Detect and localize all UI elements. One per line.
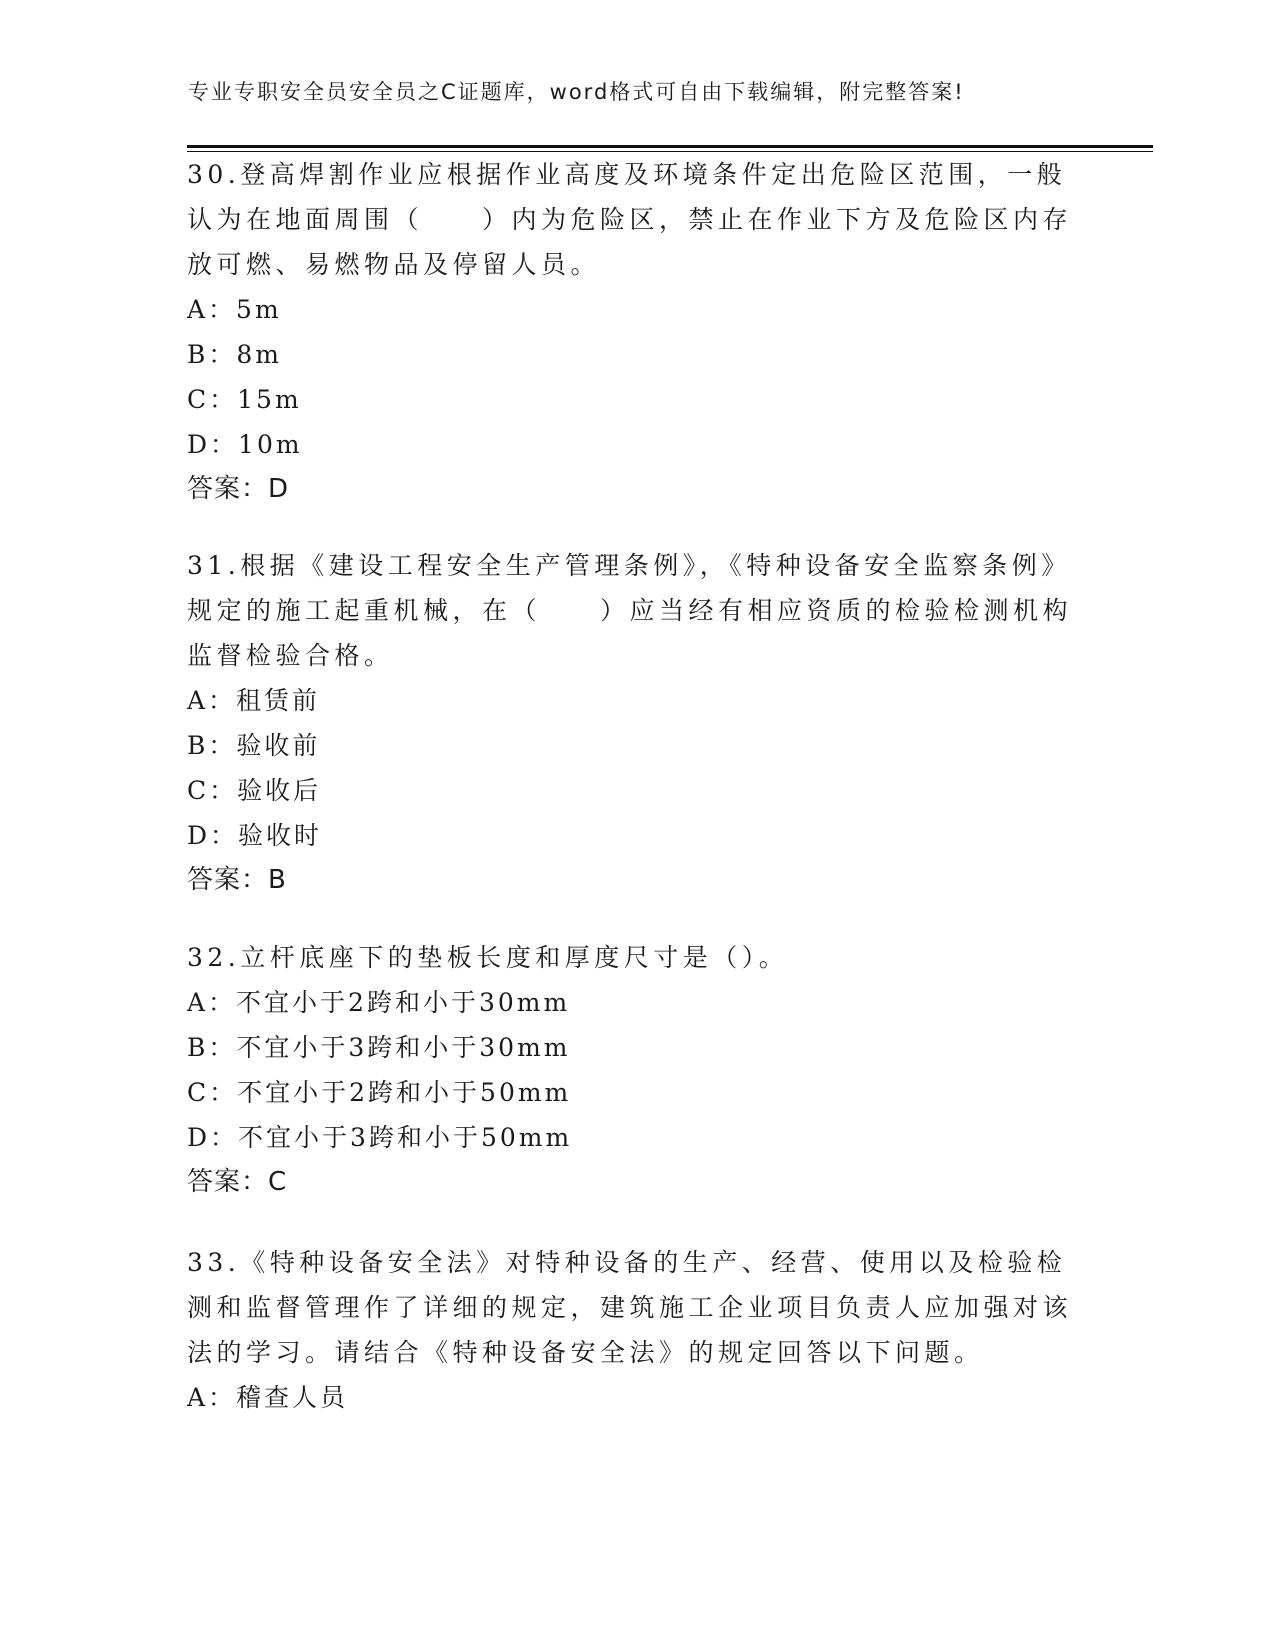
option-d: D：不宜小于3跨和小于50mm [187,1123,573,1152]
option-d: D：验收时 [187,821,323,850]
answer-label: 答案：D [187,474,290,504]
question-text: 32.立杆底座下的垫板长度和厚度尺寸是（）。 [187,943,789,972]
option-c: C：验收后 [187,776,322,805]
question-text: 31.根据《建设工程安全生产管理条例》，《特种设备安全监察条例》规定的施工起重机械，在（ ）应当经有相应资质的检验检测机构监督检验合格。 [187,551,1073,670]
option-b: B：验收前 [187,731,321,760]
option-d: D：10m [187,430,303,459]
header-divider-thick [187,145,1153,148]
option-b: B：不宜小于3跨和小于30mm [187,1033,571,1062]
answer-label: 答案：C [187,1167,288,1197]
option-a: A：租赁前 [187,686,321,715]
option-a: A：稽查人员 [187,1383,349,1412]
question-30 [187,152,1087,512]
question-31 [187,543,1087,903]
answer-label: 答案：B [187,865,287,895]
option-c: C：15m [187,385,302,414]
option-a: A：不宜小于2跨和小于30mm [187,988,571,1017]
question-33 [187,1240,1087,1420]
question-text: 33.《特种设备安全法》对特种设备的生产、经营、使用以及检验检测和监督管理作了详细的规定，建筑施工企业项目负责人应加强对该法的学习。请结合《特种设备安全法》的规定回答以下问题。 [187,1248,1073,1367]
question-text: 30.登高焊割作业应根据作业高度及环境条件定出危险区范围，一般认为在地面周围（ ）内为危险区，禁止在作业下方及危险区内存放可燃、易燃物品及停留人员。 [187,160,1073,279]
question-32 [187,935,1087,1205]
option-b: B：8m [187,340,282,369]
page-header: 专业专职安全员安全员之C证题库，word格式可自由下载编辑，附完整答案! [188,80,965,104]
option-c: C：不宜小于2跨和小于50mm [187,1078,572,1107]
option-a: A：5m [187,295,282,324]
